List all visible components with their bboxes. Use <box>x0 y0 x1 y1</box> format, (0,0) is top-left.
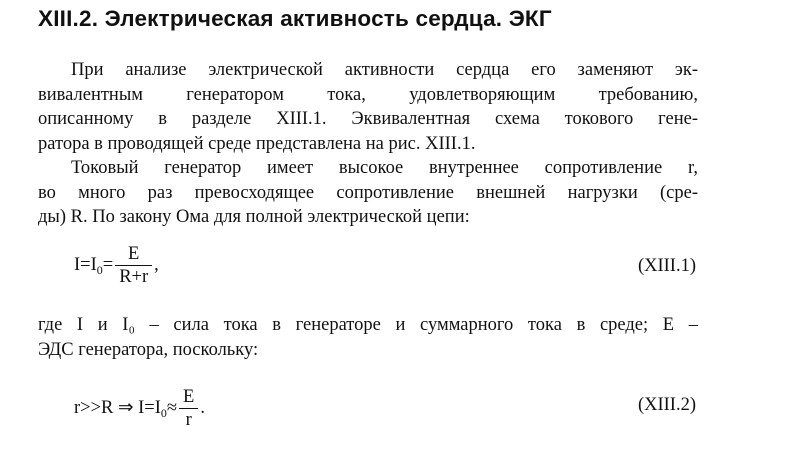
formula-approx: ≈ <box>166 397 178 418</box>
formula-tail: , <box>154 254 159 275</box>
paragraph-line: ратора в проводящей среде представлена на рис. XIII.1. <box>38 133 476 154</box>
equation-number-2: (XIII.2) <box>637 395 696 415</box>
formula-tail: . <box>200 397 205 418</box>
paragraph-2 <box>38 156 698 230</box>
paragraph-line: где I и I₀ – сила тока в генераторе и суммарного тока в среде; E – <box>38 315 698 335</box>
paragraph-line: Токовый генератор имеет высокое внутреннее сопротивление r, <box>71 158 698 178</box>
equation-number-1: (XIII.1) <box>637 256 696 276</box>
fraction-denominator: R+r <box>115 265 152 288</box>
paragraph-line: вивалентным генератором тока, удовлетворяющим требованию, <box>38 84 698 105</box>
formula-ohm-law <box>74 243 159 288</box>
section-heading: XIII.2. Электрическая активность сердца. ЭКГ <box>38 6 552 31</box>
paragraph-1 <box>38 58 698 156</box>
formula-subscript: 0 <box>160 405 167 420</box>
formula-equals: = <box>102 254 114 275</box>
paragraph-line: описанному в разделе XIII.1. Эквивалентная схема токового гене- <box>38 109 698 130</box>
formula-fraction <box>179 386 198 431</box>
formula-subscript: 0 <box>96 262 103 277</box>
fraction-denominator: r <box>179 408 198 431</box>
paragraph-line: во много раз превосходящее сопротивление внешней нагрузки (сре- <box>38 182 698 203</box>
paragraph-line: ды) R. По закону Ома для полной электрической цепи: <box>38 207 470 228</box>
paragraph-line: ЭДС генератора, поскольку: <box>38 339 259 360</box>
formula-lhs: r>>R ⇒ I=I <box>74 397 161 418</box>
paragraph-3 <box>38 313 698 362</box>
fraction-numerator: E <box>128 244 140 264</box>
formula-fraction <box>115 243 152 288</box>
fraction-numerator: E <box>183 387 195 407</box>
formula-approximation <box>74 386 205 431</box>
formula-lhs: I=I <box>74 254 97 275</box>
paragraph-line: При анализе электрической активности сердца его заменяют эк- <box>71 60 698 80</box>
